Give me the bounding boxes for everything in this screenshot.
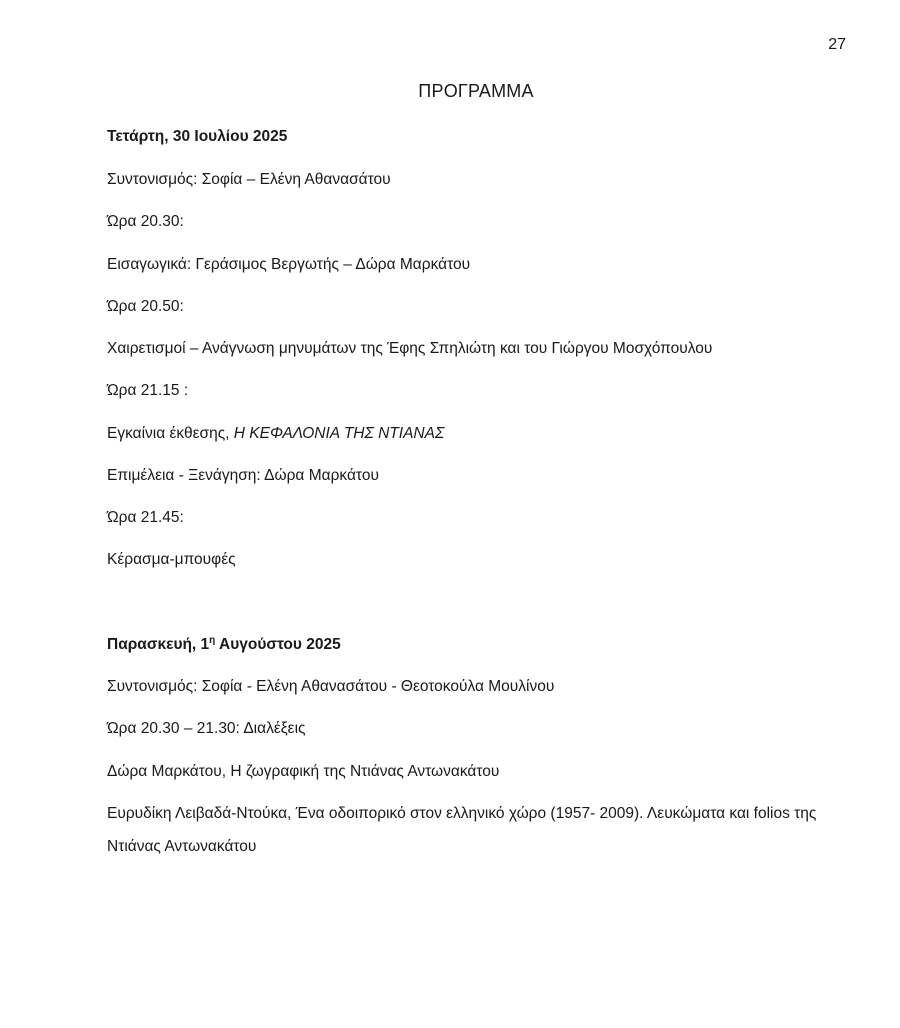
day1-time-1: Ώρα 20.30:: [107, 213, 184, 230]
day1-time-3: Ώρα 21.15 :: [107, 382, 189, 399]
page-title: ΠΡΟΓΡΑΜΜΑ: [418, 81, 534, 101]
day1-coordination: Συντονισμός: Σοφία – Ελένη Αθανασάτου: [107, 171, 391, 188]
day2-lecture-1: Δώρα Μαρκάτου, Η ζωγραφική της Ντιάνας Αντωνακάτου: [107, 763, 500, 780]
day2-heading-sup: η: [209, 635, 216, 646]
day1-time-2: Ώρα 20.50:: [107, 298, 184, 315]
day1-curation: Επιμέλεια - Ξενάγηση: Δώρα Μαρκάτου: [107, 467, 379, 484]
day2-lecture-2: Ευρυδίκη Λειβαδά-Ντούκα, Ένα οδοιπορικό στον ελληνικό χώρο (1957- 2009). Λευκώματα και folios της Ντιάνας Αντωνακάτου: [107, 805, 817, 855]
page-number: 27: [828, 36, 846, 53]
day2-heading-prefix: Παρασκευή, 1: [107, 636, 210, 653]
day2-time-1: Ώρα 20.30 – 21.30: Διαλέξεις: [107, 720, 306, 737]
day2-heading-suffix: Αυγούστου 2025: [215, 636, 341, 653]
day1-opening: [107, 424, 444, 444]
day1-greetings: Χαιρετισμοί – Ανάγνωση μηνυμάτων της Έφης Σπηλιώτη και του Γιώργου Μοσχόπουλου: [107, 340, 713, 357]
day2-heading: [107, 635, 341, 655]
exhibition-title: Η ΚΕΦΑΛΟΝΙΑ ΤΗΣ ΝΤΙΑΝΑΣ: [233, 425, 445, 442]
day1-reception: Κέρασμα-μπουφές: [107, 551, 236, 568]
day1-time-4: Ώρα 21.45:: [107, 509, 184, 526]
day2-coordination: Συντονισμός: Σοφία - Ελένη Αθανασάτου - Θεοτοκούλα Μουλίνου: [107, 678, 555, 695]
opening-prefix: Εγκαίνια έκθεσης,: [107, 425, 234, 442]
day1-intro: Εισαγωγικά: Γεράσιμος Βεργωτής – Δώρα Μαρκάτου: [107, 256, 471, 273]
day1-heading: Τετάρτη, 30 Ιουλίου 2025: [107, 128, 288, 145]
